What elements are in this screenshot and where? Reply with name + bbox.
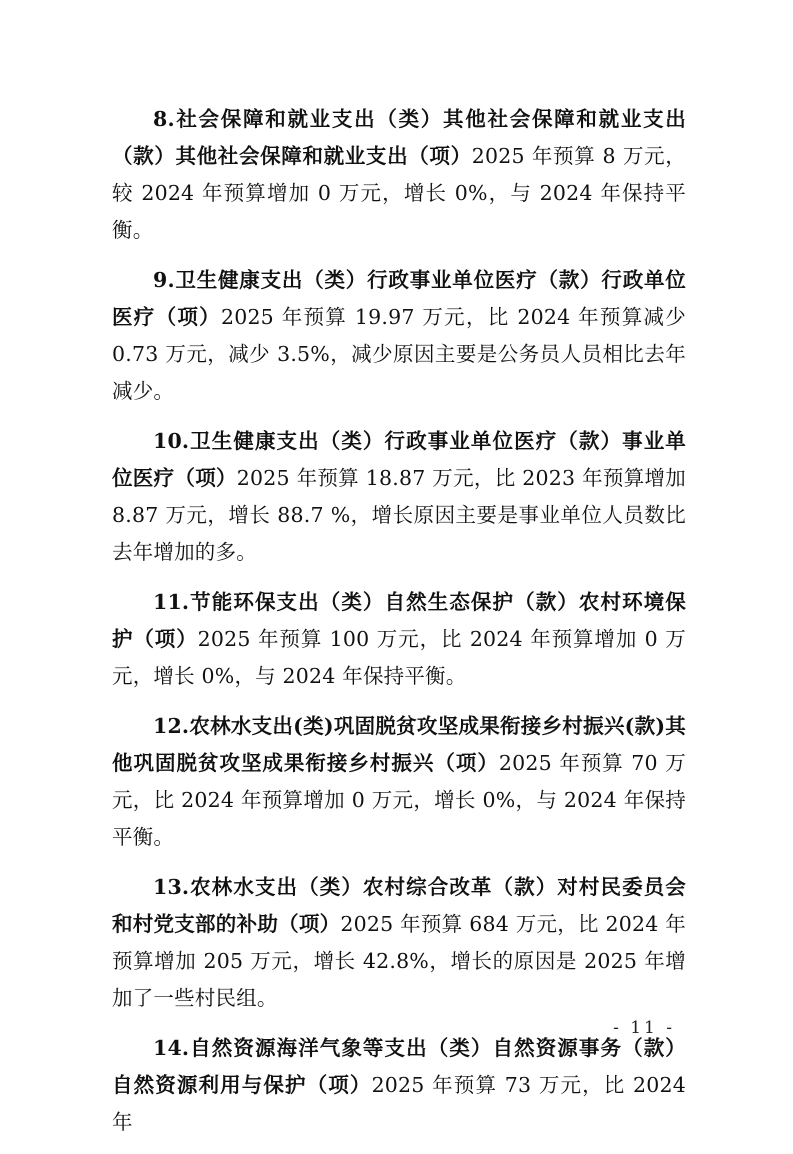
paragraph-item-13: [112, 869, 686, 1017]
paragraph-heading: 11.节能环保支出（类）自然生态保护（款）农村环境保护（项）: [112, 590, 686, 651]
paragraph-text: 2025 年预算 70 万元，比 2024 年预算增加 0 万元，增长 0%，与 2024 年保持平衡。: [112, 751, 686, 849]
paragraph-item-8: [112, 101, 686, 249]
paragraph-heading: 10.卫生健康支出（类）行政事业单位医疗（款）事业单位医疗（项）: [112, 429, 686, 490]
paragraph-heading: 13.农林水支出（类）农村综合改革（款）对村民委员会和村党支部的补助（项）: [112, 875, 686, 936]
paragraph-item-9: [112, 262, 686, 410]
paragraph-heading: 12.农林水支出(类)巩固脱贫攻坚成果衔接乡村振兴(款)其他巩固脱贫攻坚成果衔接乡村振兴（项）: [112, 714, 686, 775]
paragraph-text: 2025 年预算 100 万元，比 2024 年预算增加 0 万元，增长 0%，与 2024 年保持平衡。: [112, 627, 686, 688]
paragraph-text: 2025 年预算 684 万元，比 2024 年预算增加 205 万元，增长 42.8%，增长的原因是 2025 年增加了一些村民组。: [112, 912, 686, 1010]
paragraph-item-14: [112, 1030, 686, 1141]
paragraph-heading: 14.自然资源海洋气象等支出（类）自然资源事务（款）自然资源利用与保护（项）: [112, 1036, 686, 1097]
paragraph-text: 2025 年预算 18.87 万元，比 2023 年预算增加 8.87 万元，增长 88.7 %，增长原因主要是事业单位人员数比去年增加的多。: [112, 466, 686, 564]
paragraph-heading: 9.卫生健康支出（类）行政事业单位医疗（款）行政单位医疗（项）: [112, 268, 686, 329]
document-body: [112, 101, 686, 1154]
paragraph-text: 2025 年预算 73 万元，比 2024 年: [112, 1073, 686, 1134]
paragraph-item-10: [112, 423, 686, 571]
paragraph-heading: 8.社会保障和就业支出（类）其他社会保障和就业支出（款）其他社会保障和就业支出（项）: [112, 107, 686, 168]
page-number: - 11 -: [613, 1018, 675, 1038]
paragraph-item-12: [112, 708, 686, 856]
paragraph-text: 2025 年预算 8 万元，较 2024 年预算增加 0 万元，增长 0%，与 2024 年保持平衡。: [112, 144, 687, 242]
paragraph-item-11: [112, 584, 686, 695]
paragraph-text: 2025 年预算 19.97 万元，比 2024 年预算减少 0.73 万元，减少 3.5%，减少原因主要是公务员人员相比去年减少。: [112, 305, 686, 403]
